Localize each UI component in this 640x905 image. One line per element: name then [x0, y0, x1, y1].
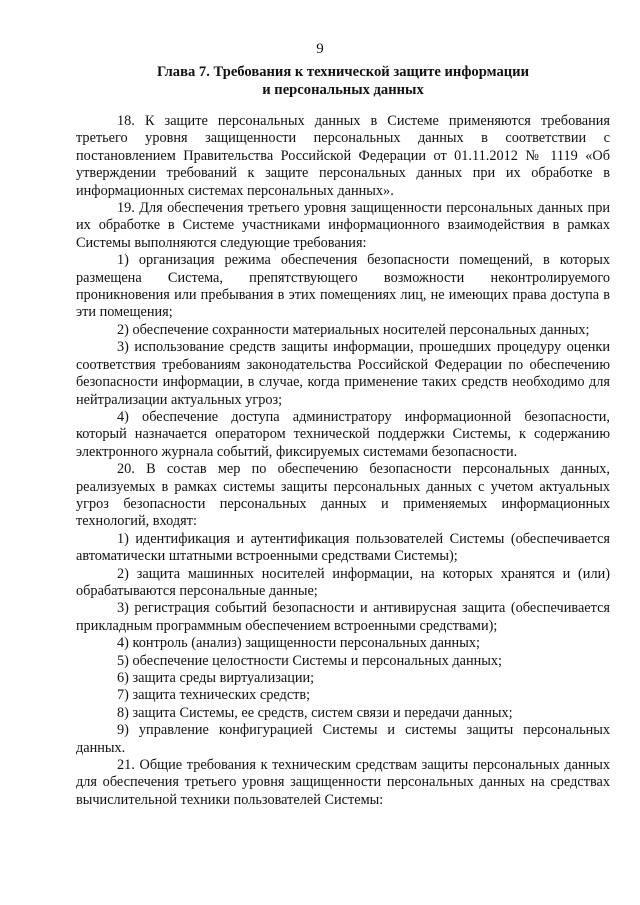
list-item: 4) обеспечение доступа администратору информационной безопасности, который назначается оператором технической поддержки Системы, к содержанию электронного журнала событий, фиксируемых системами безопасности.	[76, 408, 610, 460]
page-number: 9	[316, 41, 324, 57]
list-item: 1) идентификация и аутентификация пользователей Системы (обеспечивается автоматически штатными встроенными средствами Системы);	[76, 530, 610, 565]
list-item: 7) защита технических средств;	[117, 687, 311, 704]
list-item: 3) использование средств защиты информации, прошедших процедуру оценки соответствия требованиям законодательства Российской Федерации по обеспечению безопасности информации, в случае, когда применение таких средств необходимо для нейтрализации актуальных угроз;	[76, 339, 610, 408]
paragraph-20: 20. В состав мер по обеспечению безопасности персональных данных, реализуемых в рамках системы защиты персональных данных с учетом актуальных угроз безопасности персональных данных и применяемых информационных технологий, входят:	[76, 461, 610, 530]
list-item: 6) защита среды виртуализации;	[117, 670, 315, 686]
list-item: 8) защита Системы, ее средств, систем связи и передачи данных;	[117, 704, 513, 721]
list-item: 2) защита машинных носителей информации, на которых хранятся и (или) обрабатываются персональные данные;	[76, 565, 610, 599]
list-item: 9) управление конфигурацией Системы и системы защиты персональных данных.	[76, 722, 610, 756]
list-item: 3) регистрация событий безопасности и антивирусная защита (обеспечивается прикладным программным обеспечением встроенными средствами);	[76, 600, 610, 634]
paragraph-19: 19. Для обеспечения третьего уровня защищенности персональных данных при их обработке в Системе участниками информационного взаимодействия в рамках Системы выполняются следующие требования:	[76, 200, 610, 251]
paragraph-21: 21. Общие требования к техническим средствам защиты персональных данных для обеспечения третьего уровня защищенности персональных данных на средствах вычислительной техники пользователей Системы:	[76, 757, 610, 808]
chapter-title	[76, 64, 610, 99]
paragraph-18: 18. К защите персональных данных в Системе применяются требования третьего уровня защищенности персональных данных в соответствии с постановлением Правительства Российской Федерации от 01.11.2012 № 1119 «Об утверждении требований к защите персональных данных при их обработке в информационных системах персональных данных».	[76, 113, 610, 199]
chapter-title-line-2: и персональных данных	[262, 81, 424, 98]
list-item: 2) обеспечение сохранности материальных носителей персональных данных;	[117, 321, 590, 338]
document-body	[76, 113, 610, 809]
list-item: 5) обеспечение целостности Системы и персональных данных;	[117, 652, 502, 669]
list-item: 4) контроль (анализ) защищенности персональных данных;	[117, 635, 480, 652]
list-item: 1) организация режима обеспечения безопасности помещений, в которых размещена Система, препятствующего возможности неконтролируемого проникновения или пребывания в этих помещениях лиц, не имеющих права доступа в эти помещения;	[76, 252, 610, 321]
chapter-title-line-1: Глава 7. Требования к технической защите информации	[156, 64, 529, 80]
